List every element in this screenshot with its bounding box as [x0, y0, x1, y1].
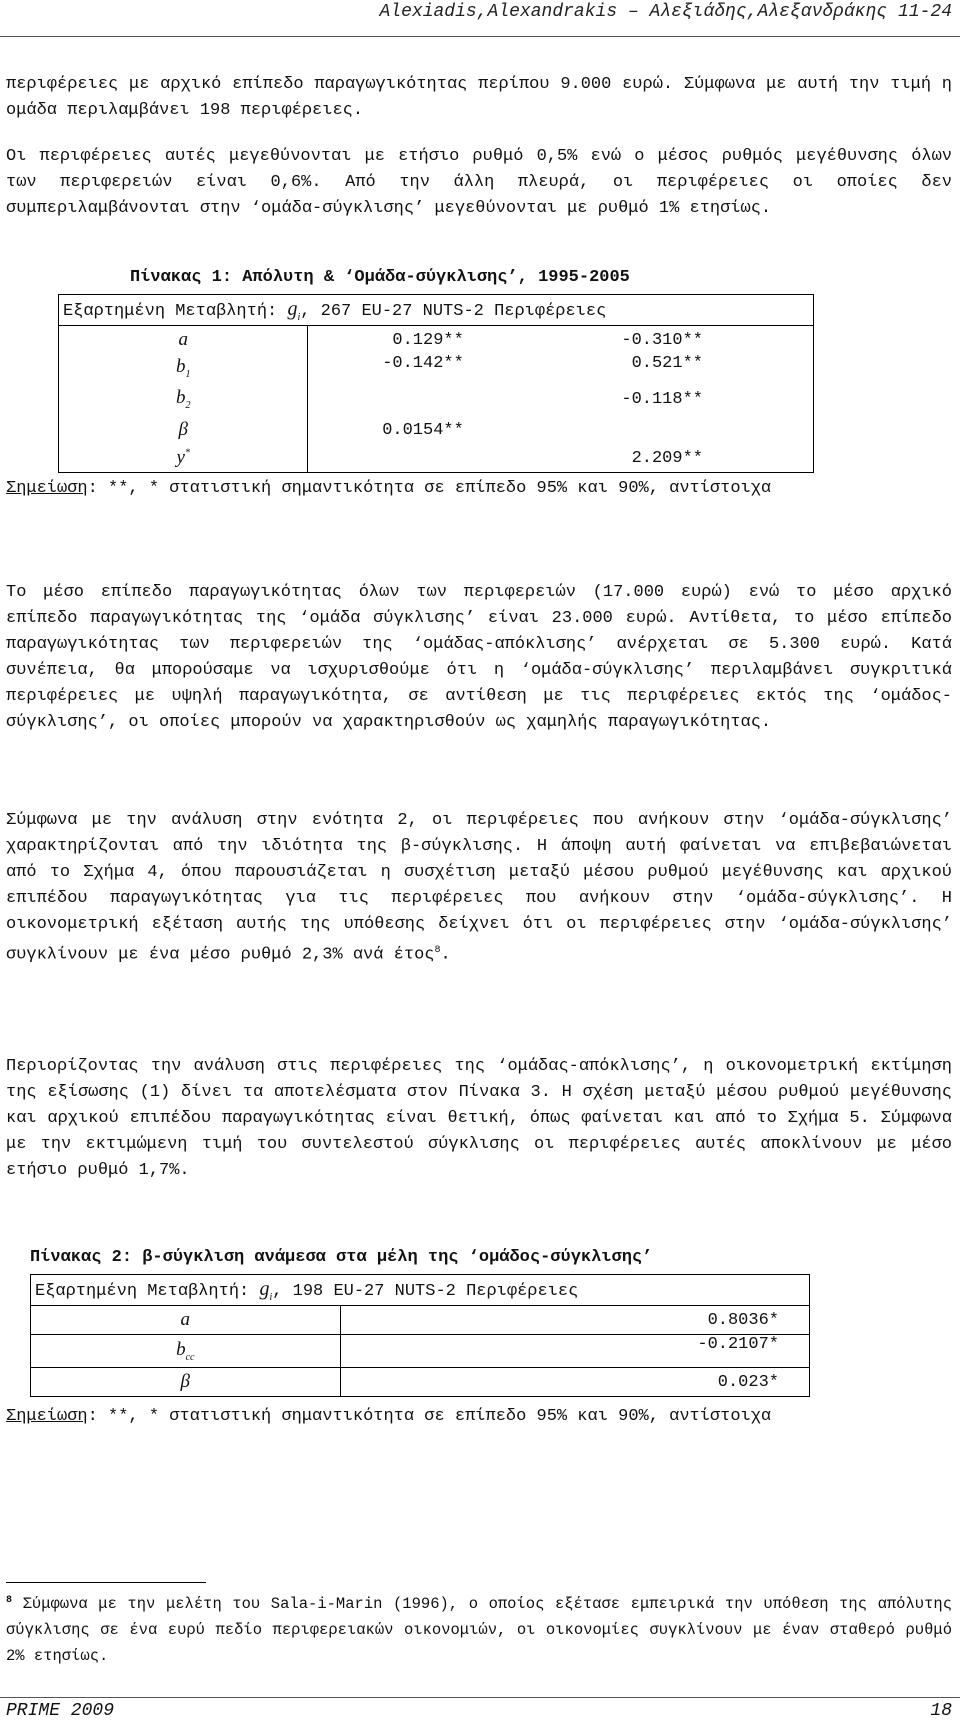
paragraph-5-text: Περιορίζοντας την ανάλυση στις περιφέρειες της ‘ομάδας-απόκλισης’, η οικονομετρική εκτίμηση της εξίσωσης (1) δίνει τα αποτελέσματα στον Πίνακα 3. Η σχέση μεταξύ μέσου ρυθμού μεγέθυνσης και αρχικού επιπέδου παραγωγικότητας είναι θετική, όπως φαίνεται και από το Σχήμα 5. Σύμφωνα με την εκτιμώμενη τιμή του συντελεστού σύγκλισης οι περιφέρειες αυτές αποκλίνουν με μέσο ετήσιο ρυθμό 1,7%. — [6, 1057, 952, 1180]
table-1-row-beta — [59, 416, 814, 444]
footnote-separator — [6, 1582, 206, 1583]
paragraph-4-text: Σύμφωνα με την ανάλυση στην ενότητα 2, οι περιφέρειες που ανήκουν στην ‘ομάδα-σύγκλισης’ χαρακτηρίζονται από την ιδιότητα της β-σύγκλισης. Η άποψη αυτή φαίνεται να επιβεβαιώνεται από το Σχήμα 4, όπου παρουσιάζεται η συσχέτιση μεταξύ μέσου ρυθμού μεγέθυνσης και αρχικού επιπέδου παραγωγικότητας για τις περιφέρειες που ανήκουν στην ‘ομάδα-σύγκλισης’. Η οικονομετρική εξέταση αυτής της υπόθεσης δείχνει ότι οι περιφέρειες στην ‘ομάδα-σύγκλισης’ συγκλίνουν με ένα μέσο ρυθμό 2,3% ανά έτος — [6, 811, 952, 965]
paragraph-2-text: Οι περιφέρειες αυτές μεγεθύνονται με ετήσιο ρυθμό 0,5% ενώ ο μέσος ρυθμός μεγέθυνσης όλων των περιφερειών είναι 0,6%. Από την άλλη πλευρά, οι περιφέρειες οι οποίες δεν συμπεριλαμβάνονται στην ‘ομάδα-σύγκλισης’ μεγεθύνονται με ρυθμό 1% ετησίως. — [6, 147, 952, 218]
table-1-row-b1 — [59, 354, 814, 382]
table-1-header-row — [59, 295, 814, 326]
table-1 — [58, 294, 814, 473]
table-1-row-beta-col2 — [468, 416, 814, 444]
table-2-note-label: Σημείωση — [6, 1407, 88, 1426]
header-rule — [0, 36, 960, 37]
table-2-row-beta-value: 0.023* — [340, 1368, 809, 1397]
paragraph-5 — [6, 1054, 952, 1184]
table-1-row-a-symbol: a — [59, 326, 308, 355]
table-1-row-beta-symbol: β — [59, 416, 308, 444]
table-1-dep-symbol-sub: i — [297, 311, 301, 323]
table-2-header-row — [31, 1275, 810, 1306]
paragraph-3-text: Το μέσο επίπεδο παραγωγικότητας όλων των περιφερειών (17.000 ευρώ) ενώ το μέσο αρχικό επίπεδο παραγωγικότητας της ‘ομάδα σύγκλισης’ είναι 23.000 ευρώ. Αντίθετα, το μέσο επίπεδο παραγωγικότητας των περιφερειών της ‘ομάδας-απόκλισης’ ανέρχεται σε 5.300 ευρώ. Κατά συνέπεια, θα μπορούσαμε να ισχυρισθούμε ότι η ‘ομάδα-σύγκλισης’ περιλαμβάνει συγκριτικά περιφέρειες με υψηλή παραγωγικότητα, σε αντίθεση με τις περιφέρειες εκτός της ‘ομάδος-σύγκλισης’, οι οποίες μπορούν να χαρακτηρισθούν ως χαμηλής παραγωγικότητας. — [6, 583, 952, 732]
table-1-row-b1-col2: 0.521** — [468, 354, 814, 382]
paragraph-4-end: . — [440, 945, 451, 965]
table-1-row-b2-col1 — [308, 382, 468, 416]
table-2-row-a — [31, 1306, 810, 1335]
footnote-text: Σύμφωνα με την μελέτη του Sala-i-Marin (1996), ο οποίος εξέτασε εμπειρικά την υπόθεση της απόλυτης σύγκλισης σε ένα ευρύ πεδίο περιφερειακών οικονομιών, οι οικονομίες συγκλίνουν με έναν σταθερό ρυθμό 2% ετησίως. — [6, 1595, 952, 1666]
paragraph-1 — [6, 72, 952, 124]
paragraph-3 — [6, 580, 952, 736]
footer-rule — [0, 1697, 960, 1698]
table-2-note — [6, 1404, 952, 1430]
table-1-row-ystar-col2: 2.209** — [468, 444, 814, 473]
paragraph-4 — [6, 808, 952, 969]
table-1-row-b2-symbol: $b_2$ — [59, 382, 308, 416]
table-2-row-beta — [31, 1368, 810, 1397]
paragraph-2 — [6, 144, 952, 222]
table-1-note-text: : **, * στατιστική σημαντικότητα σε επίπεδο 95% και 90%, αντίστοιχα — [87, 479, 772, 498]
table-2-row-a-value: 0.8036* — [340, 1306, 809, 1335]
table-1-dependent-variable — [59, 295, 814, 326]
paragraph-1-text: περιφέρειες με αρχικό επίπεδο παραγωγικότητας περίπου 9.000 ευρώ. Σύμφωνα με αυτή την τιμή η ομάδα περιλαμβάνει 198 περιφέρειες. — [6, 75, 952, 120]
table-1-row-b2 — [59, 382, 814, 416]
footnote-mark: 8 — [6, 1595, 13, 1606]
table-1-row-a-col2: -0.310** — [468, 326, 814, 355]
table-2-row-bcc-value: -0.2107* — [340, 1335, 809, 1368]
journal-name: PRIME 2009 — [6, 1701, 115, 1721]
table-2-dep-symbol-sub: i — [269, 1291, 273, 1303]
table-1-row-b1-col1: -0.142** — [382, 354, 464, 373]
footnote-reference: 8 — [434, 945, 441, 956]
table-1-row-beta-col1: 0.0154** — [382, 420, 464, 440]
table-1-row-ystar-symbol: y* — [59, 444, 308, 473]
table-2-dep-prefix: Εξαρτημένη Μεταβλητή: — [35, 1281, 250, 1301]
table-1-dep-prefix: Εξαρτημένη Μεταβλητή: — [63, 301, 278, 321]
running-header: Alexiadis,Alexandrakis – Αλεξιάδης,Αλεξανδράκης 11-24 — [379, 2, 952, 22]
table-1-title: Πίνακας 1: Απόλυτη & ‘Ομάδα-σύγκλισης’, 1995-2005 — [130, 268, 630, 287]
table-1-note-label: Σημείωση — [6, 479, 88, 498]
table-1-row-ystar-col1 — [308, 444, 468, 473]
table-1-dep-suffix: , 267 EU-27 NUTS-2 Περιφέρειες — [300, 301, 607, 321]
table-1-dep-symbol — [287, 297, 301, 323]
table-1-row-a-col1: 0.129** — [392, 330, 464, 350]
table-2-dep-symbol-letter: g — [259, 1277, 270, 1300]
footnote — [6, 1588, 952, 1669]
paragraph-4-body — [6, 808, 952, 969]
table-2 — [30, 1274, 810, 1397]
table-2-dep-symbol — [259, 1277, 273, 1303]
table-2-row-a-symbol: a — [31, 1306, 341, 1335]
table-2-row-bcc — [31, 1335, 810, 1368]
table-2-dependent-variable — [31, 1275, 810, 1306]
table-1-row-b1-symbol: $b_1$ — [59, 354, 308, 382]
table-1-note — [6, 476, 952, 502]
table-1-row-ystar — [59, 444, 814, 473]
table-2-title: Πίνακας 2: β-σύγκλιση ανάμεσα στα μέλη της ‘ομάδος-σύγκλισης’ — [30, 1248, 653, 1267]
table-2-note-text: : **, * στατιστική σημαντικότητα σε επίπεδο 95% και 90%, αντίστοιχα — [87, 1407, 772, 1426]
table-2-row-bcc-symbol: $b_{cc}$ — [31, 1335, 341, 1368]
table-2-row-beta-symbol: β — [31, 1368, 341, 1397]
table-1-row-a — [59, 326, 814, 355]
table-2-dep-suffix: , 198 EU-27 NUTS-2 Περιφέρειες — [272, 1281, 579, 1301]
table-1-dep-symbol-letter: g — [287, 297, 298, 320]
table-1-row-b2-col2: -0.118** — [468, 382, 814, 416]
page-number: 18 — [930, 1701, 952, 1721]
